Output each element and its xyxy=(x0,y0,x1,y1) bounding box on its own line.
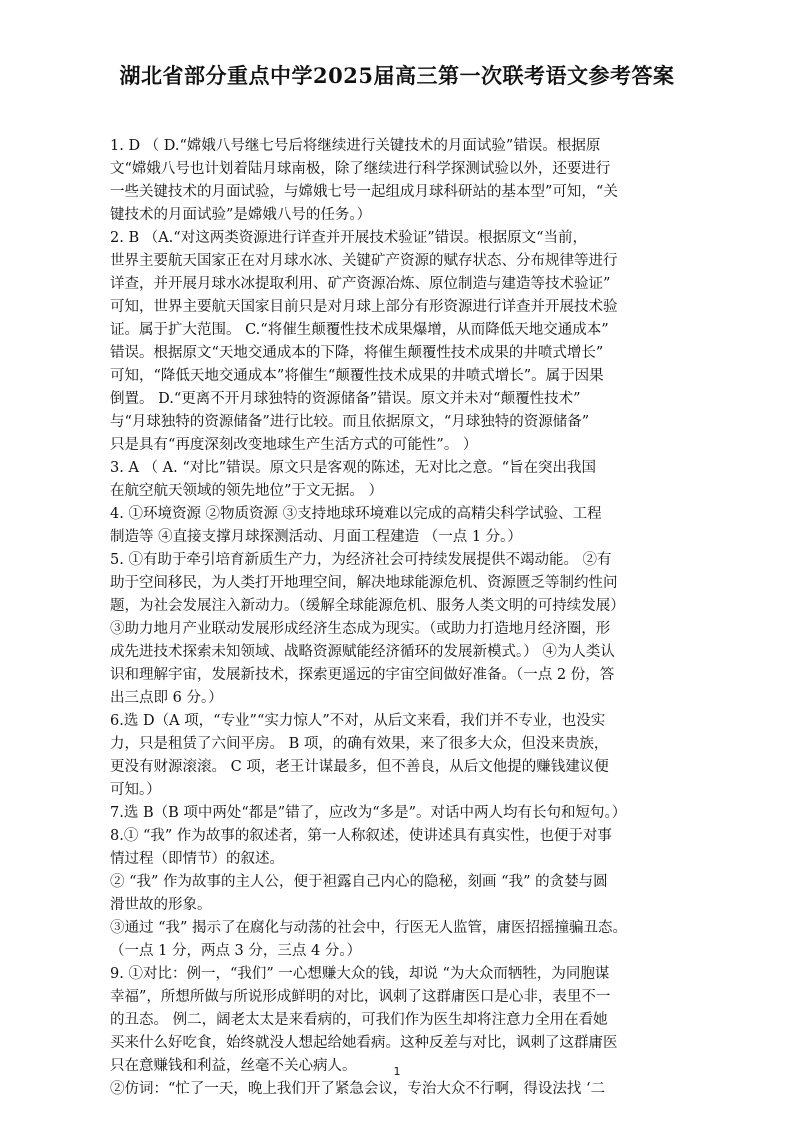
answer-body xyxy=(110,135,700,1101)
text-line: 7.选 B（B 项中两处“都是”错了，应改为“多是”。对话中两人均有长句和短句。） xyxy=(110,805,627,821)
text-line: 倒置。 D.“更离不开月球独特的资源储备”错误。原文并未对“颠覆性技术” xyxy=(110,391,581,407)
text-line: 识和理解宇宙，发展新技术，探索更遥远的宇宙空间做好准备。（一点 2 份，答 xyxy=(110,667,615,683)
text-line: 在航空航天领域的领先地位”于文无据。 ） xyxy=(110,483,384,499)
text-line: 详查，并开展月球水冰提取利用、矿产资源冶炼、原位制造与建造等技术验证” xyxy=(110,276,611,292)
text-line: 滑世故的形象。 xyxy=(110,897,212,913)
text-line: 8.① “我” 作为故事的叙述者，第一人称叙述，使讲述具有真实性，也便于对事 xyxy=(110,828,612,844)
text-line: 买来什么好吃食，始终就没人想起给她看病。这种反差与对比，讽刺了这群庸医 xyxy=(110,1035,618,1051)
text-line: ② “我” 作为故事的主人公，便于袒露自己内心的隐秘，刻画 “我” 的贪婪与圆 xyxy=(110,874,608,890)
text-line: 题，为社会发展注入新动力。（缓解全球能源危机、服务人类文明的可持续发展） xyxy=(110,598,625,614)
text-line: 可知，世界主要航天国家目前只是对月球上部分有形资源进行详查并开展技术验 xyxy=(110,299,618,315)
text-line: 证。属于扩大范围。 C.“将催生颠覆性技术成果爆增，从而降低天地交通成本” xyxy=(110,322,609,338)
text-line: 一些关键技术的月面试验，与嫦娥七号一起组成月球科研站的基本型”可知，“关 xyxy=(110,184,618,200)
text-line: 只是具有“再度深刻改变地球生产生活方式的可能性”。 ） xyxy=(110,437,478,453)
text-line: 2. B （A.“对这两类资源进行详查并开展技术验证”错误。根据原文“当前， xyxy=(110,230,588,246)
text-line: 力，只是租赁了六间平房。 B 项，的确有效果，来了很多大众，但没来贵族， xyxy=(110,736,609,752)
text-line: 情过程（即情节）的叙述。 xyxy=(110,851,284,867)
text-line: ③助力地月产业联动发展形成经济生态成为现实。（或助力打造地月经济圈，形 xyxy=(110,621,611,637)
text-line: 9. ①对比：例一，“我们” 一心想赚大众的钱，却说 “为大众而牺牲，为同胞谋 xyxy=(110,966,610,982)
text-line: 1. D （ D.“嫦娥八号继七号后将继续进行关键技术的月面试验”错误。根据原 xyxy=(110,138,601,154)
text-line: 键技术的月面试验”是嫦娥八号的任务。） xyxy=(110,207,372,223)
text-line: 5. ①有助于牵引培育新质生产力，为经济社会可持续发展提供不竭动能。 ②有 xyxy=(110,552,612,568)
text-line: 错误。根据原文“天地交通成本的下降，将催生颠覆性技术成果的井喷式增长” xyxy=(110,345,604,361)
page-title: 湖北省部分重点中学2025届高三第一次联考语文参考答案 xyxy=(119,63,675,88)
text-line: 出三点即 6 分。） xyxy=(110,690,223,706)
text-line: 世界主要航天国家正在对月球水冰、关键矿产资源的赋存状态、分布规律等进行 xyxy=(110,253,618,269)
text-line: 6.选 D（A 项，“专业”“实力惊人”不对，从后文来看，我们并不专业，也没实 xyxy=(110,713,606,729)
text-line: 与“月球独特的资源储备”进行比较。而且依据原文，“月球独特的资源储备” xyxy=(110,414,590,430)
text-line: 助于空间移民，为人类打开地理空间，解决地球能源危机、资源匮乏等制约性问 xyxy=(110,575,618,591)
text-line: 的丑态。 例二，阔老太太是来看病的，可我们作为医生却将注意力全用在看她 xyxy=(110,1012,608,1028)
text-line: （一点 1 分，两点 3 分，三点 4 分。） xyxy=(110,943,362,959)
text-line: 3. A （ A. “对比”错误。原文只是客观的陈述，无对比之意。“旨在突出我国 xyxy=(110,460,597,476)
text-line: 可知，“降低天地交通成本”将催生“颠覆性技术成果的井喷式增长”。属于因果 xyxy=(110,368,604,384)
text-line: 4. ①环境资源 ②物质资源 ③支持地球环境难以完成的高精尖科学试验、工程 xyxy=(110,506,602,522)
text-line: 制造等 ④直接支撑月球探测活动、月面工程建造 （一点 1 分。） xyxy=(110,529,522,545)
text-line: 文“嫦娥八号也计划着陆月球南极，除了继续进行科学探测试验以外，还要进行 xyxy=(110,161,611,177)
text-line: 只在意赚钱和利益，丝毫不关心病人。 xyxy=(110,1058,357,1074)
text-line: 可知。） xyxy=(110,782,161,798)
text-line: 幸福”，所想所做与所说形成鲜明的对比，讽刺了这群庸医口是心非，表里不一 xyxy=(110,989,611,1005)
text-line: ②仿词：“忙了一天，晚上我们开了紧急会议，专治大众不行啊，得设法找 ‘二 xyxy=(110,1081,606,1097)
text-line: 成先进技术探索未知领域、战略资源赋能经济循环的发展新模式。） ④为人类认 xyxy=(110,644,615,660)
page-number: 1 xyxy=(393,1065,401,1078)
text-line: ③通过 “我” 揭示了在腐化与动荡的社会中，行医无人监管，庸医招摇撞骗丑态。 xyxy=(110,920,628,936)
text-line: 更没有财源滚滚。 C 项，老王计谋最多，但不善良，从后文他提的赚钱建议便 xyxy=(110,759,609,775)
